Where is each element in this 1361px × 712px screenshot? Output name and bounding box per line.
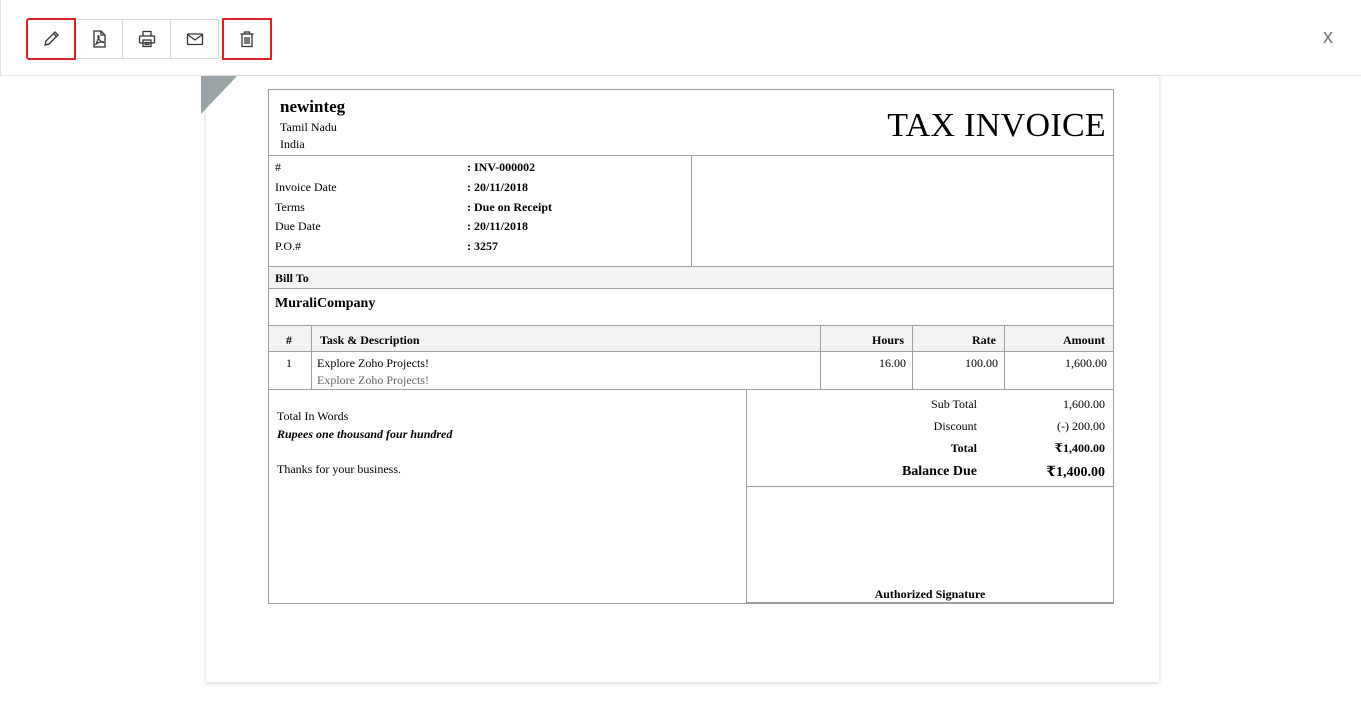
- signature-line: [747, 602, 1113, 603]
- subtotal-value: 1,600.00: [1063, 397, 1105, 411]
- balance-due-value: ₹1,400.00: [1046, 465, 1105, 480]
- invoice-header: [269, 90, 1113, 156]
- bill-to-name: MuraliCompany: [275, 296, 376, 311]
- invoice-document: [268, 89, 1114, 604]
- row-rate: 100.00: [965, 356, 998, 370]
- printer-icon: [137, 29, 157, 49]
- row-amount: 1,600.00: [1065, 356, 1107, 370]
- header-rate: Rate: [972, 333, 996, 347]
- edit-button[interactable]: [27, 19, 75, 59]
- pdf-icon: [89, 29, 109, 49]
- subtotal-label: Sub Total: [931, 397, 977, 411]
- email-button[interactable]: [171, 19, 219, 59]
- authorized-signature-label: Authorized Signature: [874, 587, 986, 601]
- organization-state: Tamil Nadu: [280, 120, 337, 134]
- row-description: Explore Zoho Projects!: [317, 373, 429, 387]
- meta-value-number: : INV-000002: [467, 160, 536, 174]
- meta-label-invoice-date: Invoice Date: [275, 180, 337, 194]
- total-value: ₹1,400.00: [1054, 441, 1105, 455]
- invoice-meta: [269, 156, 1113, 267]
- close-button[interactable]: x: [1323, 26, 1333, 48]
- delete-button[interactable]: [223, 19, 271, 59]
- total-label: Total: [950, 441, 977, 455]
- meta-value-due-date: : 20/11/2018: [467, 219, 529, 233]
- organization-country: India: [280, 137, 305, 151]
- pdf-button[interactable]: [75, 19, 123, 59]
- meta-value-po: : 3257: [467, 239, 498, 253]
- thanks-note: Thanks for your business.: [277, 462, 401, 476]
- envelope-icon: [185, 29, 205, 49]
- status-ribbon: [201, 76, 237, 114]
- meta-value-terms: : Due on Receipt: [467, 200, 552, 214]
- balance-due-label: Balance Due: [901, 464, 977, 479]
- meta-label-due-date: Due Date: [275, 219, 321, 233]
- trash-icon: [237, 29, 257, 49]
- total-in-words-label: Total In Words: [277, 409, 349, 423]
- header-task: Task & Description: [320, 333, 420, 347]
- row-hours: 16.00: [879, 356, 906, 370]
- bill-to-bar: [269, 267, 1113, 289]
- action-button-group: [27, 19, 219, 59]
- meta-details: [269, 156, 692, 266]
- meta-label-terms: Terms: [275, 200, 305, 214]
- footer-divider: [746, 390, 747, 604]
- pencil-icon: [41, 29, 61, 49]
- row-task: Explore Zoho Projects!: [317, 356, 429, 370]
- print-button[interactable]: [123, 19, 171, 59]
- items-table-header: [269, 325, 1113, 352]
- organization-name: newinteg: [280, 97, 346, 116]
- discount-label: Discount: [933, 419, 977, 433]
- table-row: [269, 352, 1113, 390]
- document-title: TAX INVOICE: [887, 107, 1106, 144]
- row-number: 1: [286, 356, 292, 370]
- meta-label-number: #: [275, 160, 281, 174]
- header-hours: Hours: [871, 333, 904, 347]
- header-amount: Amount: [1062, 333, 1105, 347]
- bill-to-label: Bill To: [275, 271, 309, 285]
- toolbar: [0, 0, 1361, 76]
- discount-value: (-) 200.00: [1057, 419, 1105, 433]
- totals-divider: [747, 486, 1113, 487]
- meta-label-po: P.O.#: [275, 239, 302, 253]
- header-number: #: [286, 333, 292, 347]
- total-in-words-value: Rupees one thousand four hundred: [277, 427, 453, 441]
- meta-value-invoice-date: : 20/11/2018: [467, 180, 529, 194]
